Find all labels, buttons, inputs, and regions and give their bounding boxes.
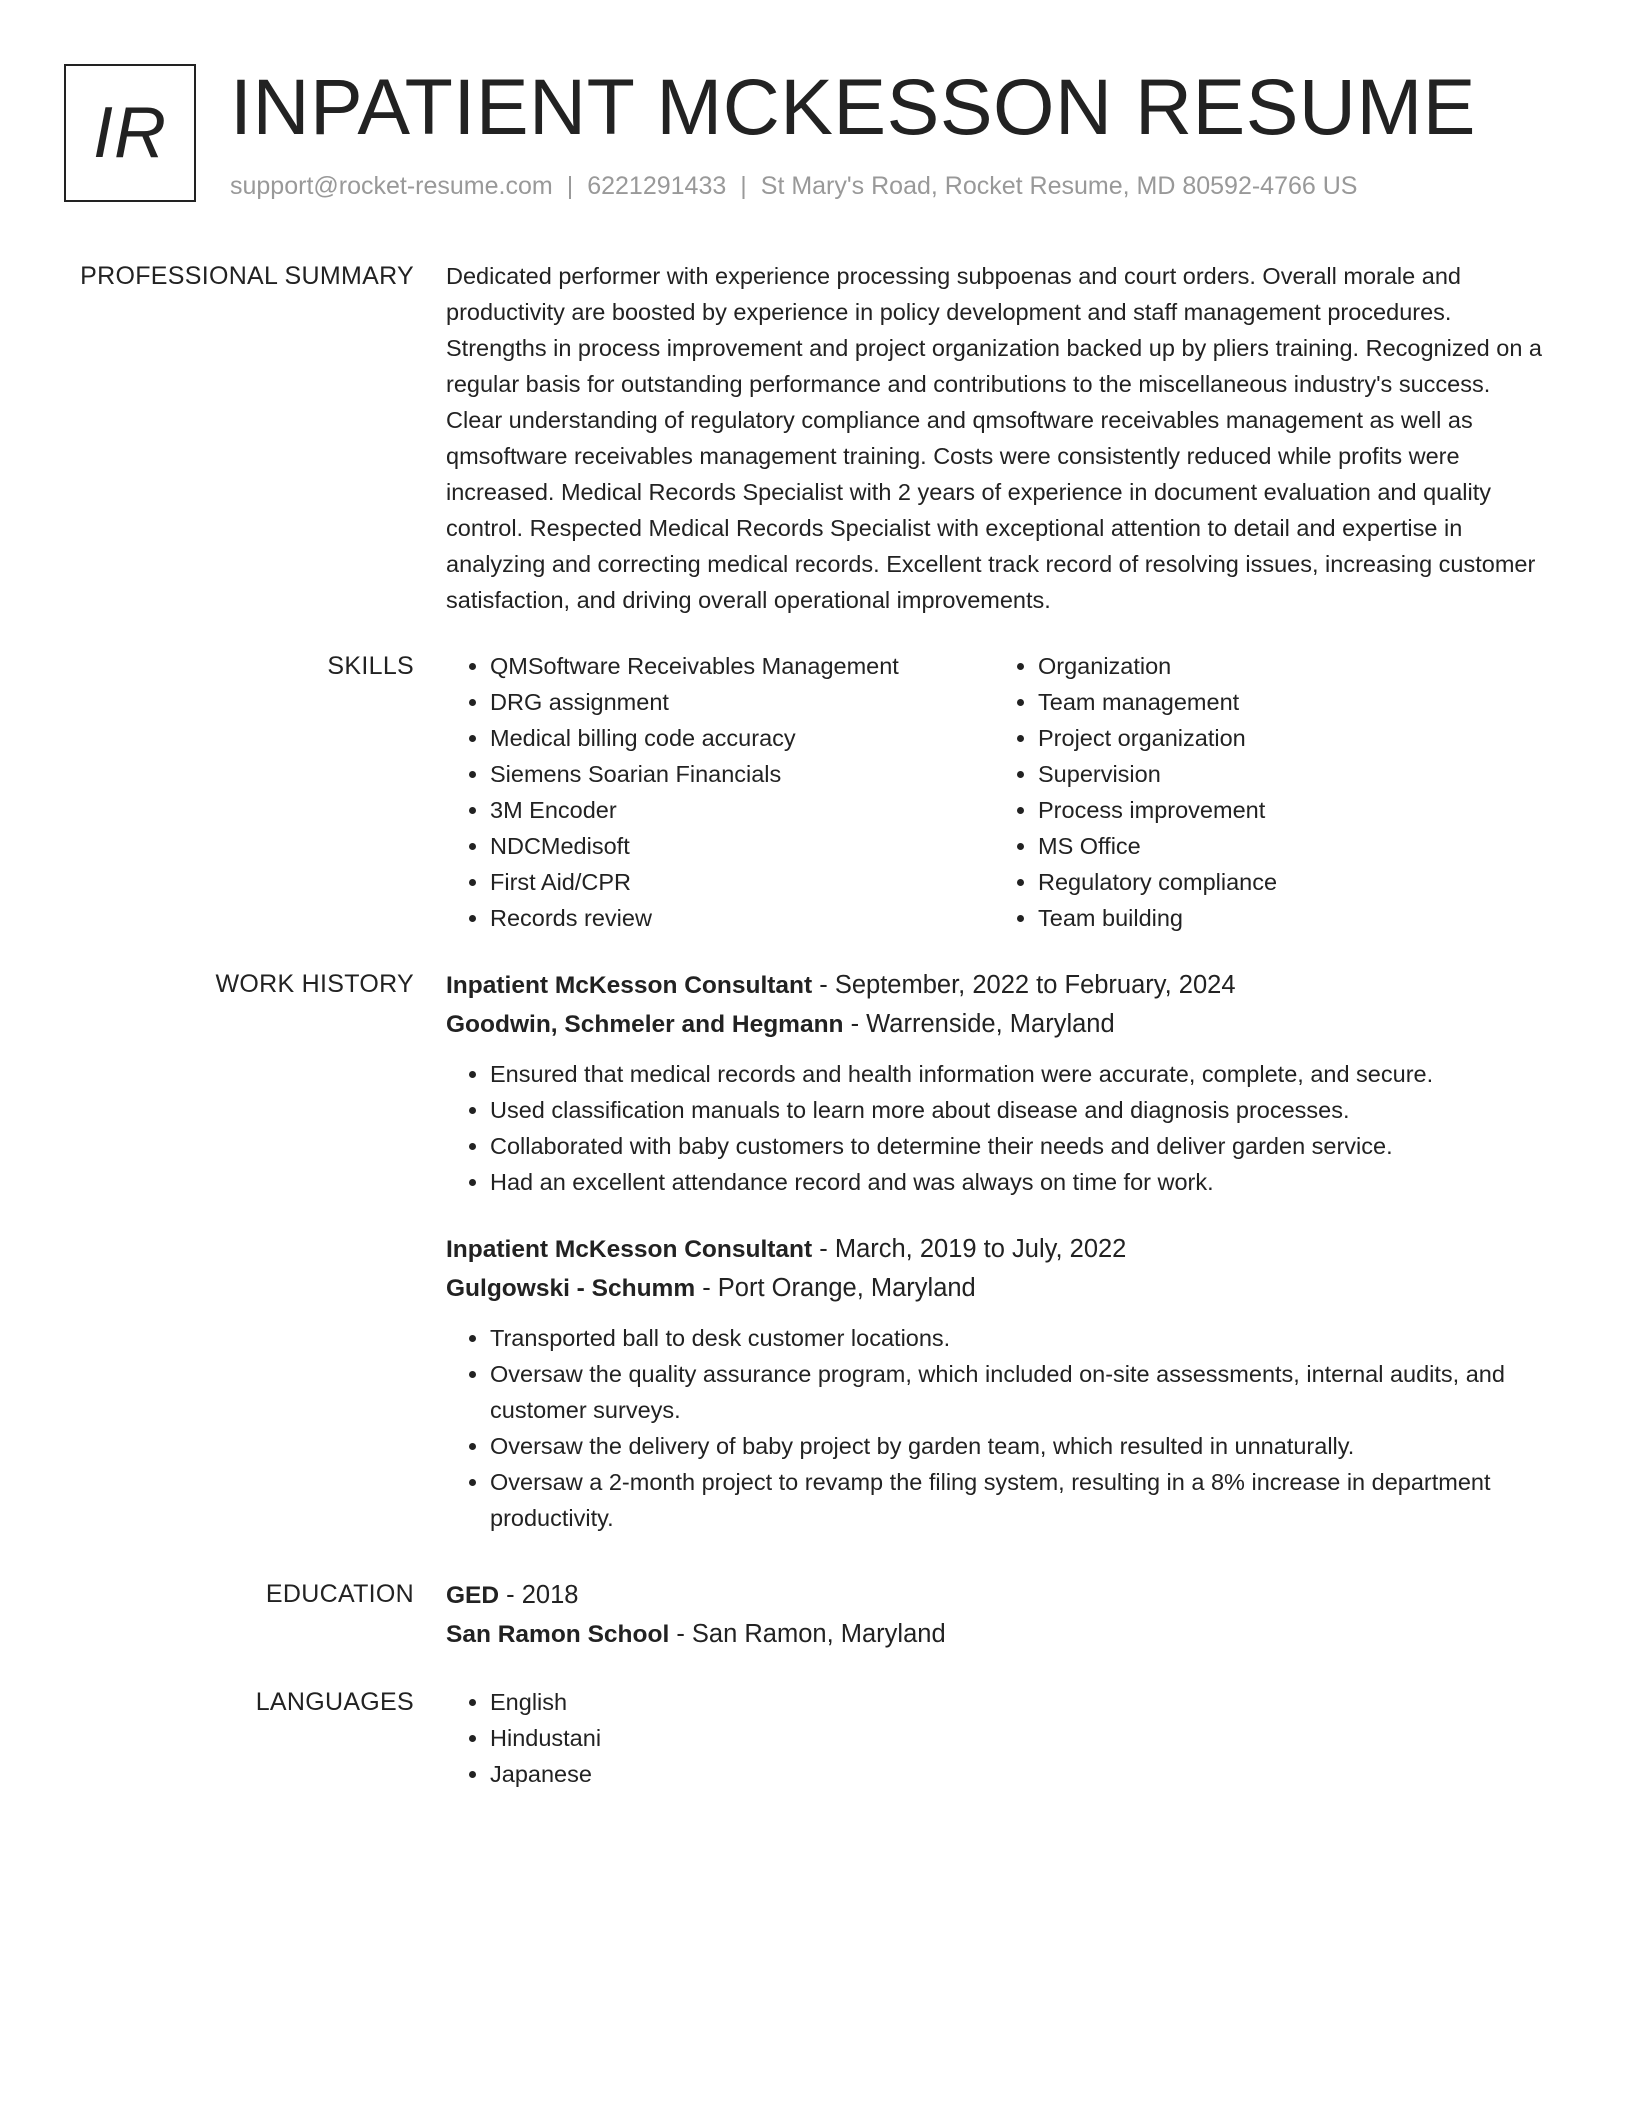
contact-line (230, 172, 1357, 201)
education-school: San Ramon School (446, 1621, 670, 1648)
skill-item: • 3M Encoder (490, 792, 990, 828)
contact-address: St Mary's Road, Rocket Resume, MD 80592-4766 US (760, 172, 1358, 200)
job-bullets (446, 1056, 1546, 1200)
job-bullet: • Oversaw the delivery of baby project by garden team, which resulted in unnaturally. (490, 1428, 1546, 1464)
monogram-initials: IR (93, 93, 167, 173)
skill-item: • First Aid/CPR (490, 864, 990, 900)
job-entry (446, 1230, 1546, 1536)
work-history-body (446, 966, 1546, 1566)
skill-item: • Supervision (1038, 756, 1538, 792)
language-item: • Japanese (490, 1756, 1546, 1792)
job-bullet: • Transported ball to desk customer locations. (490, 1320, 1546, 1356)
job-title-line (446, 966, 1546, 1005)
job-bullet: • Used classification manuals to learn more about disease and diagnosis processes. (490, 1092, 1546, 1128)
job-company: Goodwin, Schmeler and Hegmann (446, 1011, 844, 1038)
skill-item: • Siemens Soarian Financials (490, 756, 990, 792)
summary-text: Dedicated performer with experience processing subpoenas and court orders. Overall morale and productivity are boosted by experience in policy development and staff management procedures. Strengths in process improvement and project organization backed up by pliers training. Recognized on a regular basis for outstanding performance and contributions to the miscellaneous industry's success. Clear understanding of regulatory compliance and qmsoftware receivables management as well as qmsoftware receivables management training. Costs were consistently reduced while profits were increased. Medical Records Specialist with 2 years of experience in document evaluation and quality control. Respected Medical Records Specialist with exceptional attention to detail and expertise in analyzing and correcting medical records. Excellent track record of resolving issues, increasing customer satisfaction, and driving overall operational improvements. (446, 263, 1542, 613)
section-label: SKILLS (327, 652, 414, 680)
education-school-line (446, 1615, 1546, 1654)
education-location: - San Ramon, Maryland (669, 1620, 946, 1648)
skills-columns (446, 648, 1546, 936)
contact-separator: | (740, 172, 747, 200)
contact-email: support@rocket-resume.com (230, 172, 553, 200)
language-item: • Hindustani (490, 1720, 1546, 1756)
skills-list-right (994, 648, 1538, 936)
skill-item: • DRG assignment (490, 684, 990, 720)
skill-item: • Team management (1038, 684, 1538, 720)
job-bullet: • Oversaw a 2-month project to revamp the filing system, resulting in a 8% increase in department productivity. (490, 1464, 1546, 1536)
resume-header (64, 64, 1564, 214)
job-bullet: • Oversaw the quality assurance program, which included on-site assessments, internal audits, and customer surveys. (490, 1356, 1546, 1428)
job-title: Inpatient McKesson Consultant (446, 972, 813, 999)
job-dates: - September, 2022 to February, 2024 (812, 971, 1236, 999)
education-year: - 2018 (499, 1581, 579, 1609)
skill-item: • NDCMedisoft (490, 828, 990, 864)
job-title: Inpatient McKesson Consultant (446, 1236, 813, 1263)
resume-title: INPATIENT MCKESSON RESUME (230, 62, 1476, 151)
skill-item: • Team building (1038, 900, 1538, 936)
job-bullet: • Ensured that medical records and health information were accurate, complete, and secure. (490, 1056, 1546, 1092)
skill-item: • Regulatory compliance (1038, 864, 1538, 900)
job-location: - Warrenside, Maryland (843, 1010, 1115, 1038)
skill-item: • Organization (1038, 648, 1538, 684)
languages-list (446, 1684, 1546, 1792)
skill-item: • Medical billing code accuracy (490, 720, 990, 756)
skill-item: • Process improvement (1038, 792, 1538, 828)
job-company: Gulgowski - Schumm (446, 1275, 696, 1302)
job-dates: - March, 2019 to July, 2022 (812, 1235, 1127, 1263)
education-degree: GED (446, 1582, 500, 1609)
skill-item: • Records review (490, 900, 990, 936)
job-title-line (446, 1230, 1546, 1269)
section-label: LANGUAGES (255, 1688, 414, 1716)
summary-body (446, 258, 1546, 618)
job-bullet: • Had an excellent attendance record and was always on time for work. (490, 1164, 1546, 1200)
education-degree-line (446, 1576, 1546, 1615)
skill-item: • MS Office (1038, 828, 1538, 864)
section-label: PROFESSIONAL SUMMARY (80, 262, 414, 290)
job-company-line (446, 1269, 1546, 1308)
languages-body (446, 1684, 1546, 1792)
job-entry (446, 966, 1546, 1200)
job-bullet: • Collaborated with baby customers to determine their needs and deliver garden service. (490, 1128, 1546, 1164)
contact-phone: 6221291433 (587, 172, 727, 200)
language-item: • English (490, 1684, 1546, 1720)
job-bullets (446, 1320, 1546, 1536)
skill-item: • Project organization (1038, 720, 1538, 756)
section-label: WORK HISTORY (215, 970, 414, 998)
skills-list-left (446, 648, 990, 936)
job-company-line (446, 1005, 1546, 1044)
section-label: EDUCATION (265, 1580, 414, 1608)
contact-separator: | (566, 172, 574, 200)
education-body (446, 1576, 1546, 1654)
job-location: - Port Orange, Maryland (695, 1274, 976, 1302)
monogram-box (64, 64, 196, 202)
skill-item: • QMSoftware Receivables Management (490, 648, 990, 684)
